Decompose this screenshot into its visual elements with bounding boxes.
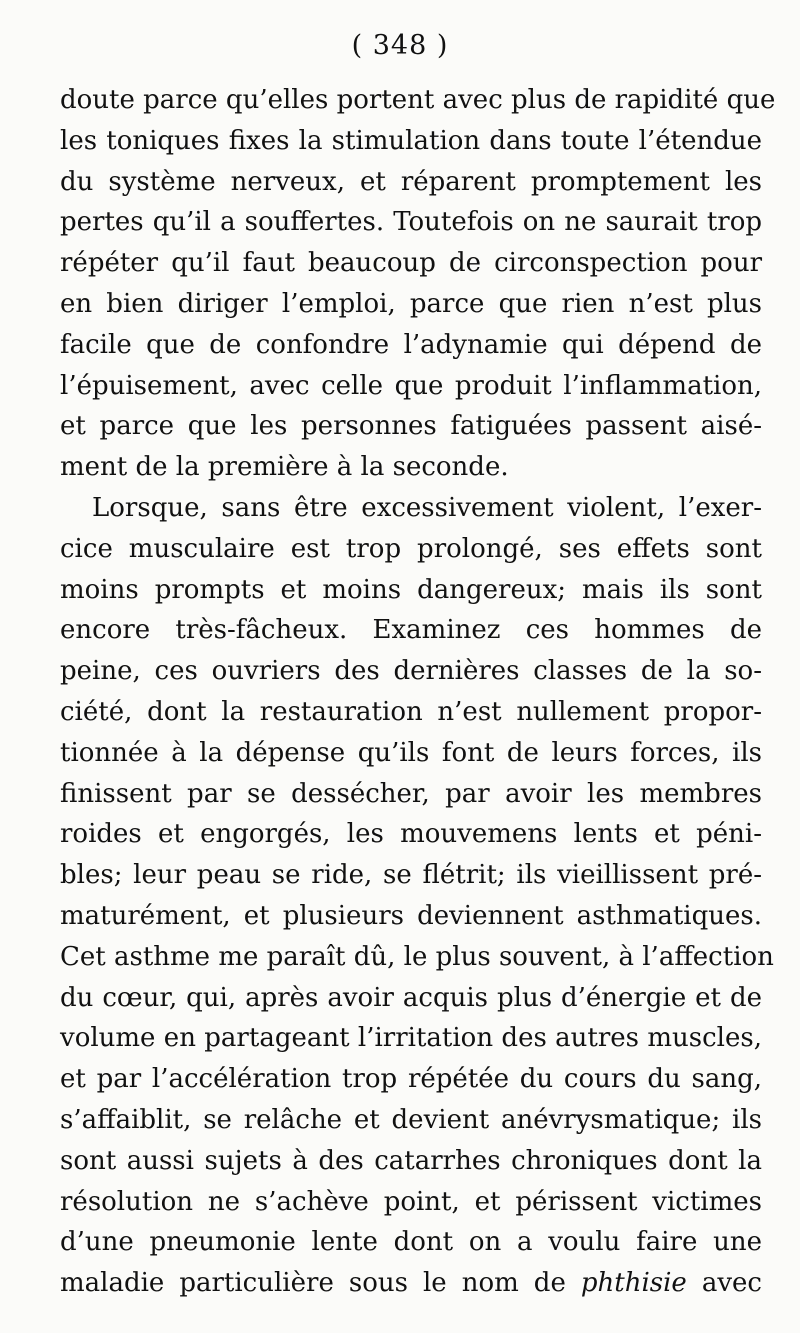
text-line: sont aussi sujets à des catarrhes chroniques dont la [60,1145,762,1176]
text-line: ciété, dont la restauration n’est nullement propor- [60,696,762,727]
paragraph-end-line: ment de la première à la seconde. [60,452,509,483]
text-line: les toniques fixes la stimulation dans toute l’étendue [60,125,762,156]
italic-term: phthisie [580,1268,687,1299]
text-line: volume en partageant l’irritation des autres muscles, [60,1023,762,1054]
text-line: facile que de confondre l’adynamie qui dépend de [60,329,762,360]
text-line: cice musculaire est trop prolongé, ses effets sont [60,533,762,564]
text-line: doute parce qu’elles portent avec plus de rapidité que [60,85,776,115]
text-line: encore très-fâcheux. Examinez ces hommes de [60,615,762,646]
text-line: bles; leur peau se ride, se flétrit; ils vieillissent pré- [60,860,762,891]
paragraph-start-line: Lorsque, sans être excessivement violent, l’exer- [92,492,762,523]
text-line: tionnée à la dépense qu’ils font de leurs forces, ils [60,737,762,768]
text-line: en bien diriger l’emploi, parce que rien n’est plus [60,288,762,319]
text-line: maturément, et plusieurs deviennent asthmatiques. [60,900,762,931]
text-line: et parce que les personnes fatiguées passent aisé- [60,411,762,442]
text-line: s’affaiblit, se relâche et devient anévrysmatique; ils [60,1104,762,1135]
text-line: et par l’accélération trop répétée du cours du sang, [60,1064,762,1095]
text-line: résolution ne s’achève point, et périssent victimes [60,1186,762,1217]
body-text [60,80,776,1304]
text-line: du cœur, qui, après avoir acquis plus d’énergie et de [60,982,762,1013]
final-text-line [60,1263,762,1304]
final-line-suffix: avec [686,1268,762,1299]
text-line: roides et engorgés, les mouvemens lents et péni- [60,819,762,850]
text-line: d’une pneumonie lente dont on a voulu faire une [60,1227,762,1258]
text-line: moins prompts et moins dangereux; mais ils sont [60,574,762,605]
text-line: finissent par se dessécher, par avoir les membres [60,778,762,809]
page-number: ( 348 ) [351,30,449,61]
text-line: l’épuisement, avec celle que produit l’inflammation, [60,370,762,401]
final-line-prefix: maladie particulière sous le nom de [60,1268,581,1299]
text-line: répéter qu’il faut beaucoup de circonspection pour [60,248,762,279]
text-line: du système nerveux, et réparent promptement les [60,166,762,197]
text-line: peine, ces ouvriers des dernières classes de la so- [60,656,762,687]
text-line: pertes qu’il a souffertes. Toutefois on ne saurait trop [60,207,762,238]
text-line: Cet asthme me paraît dû, le plus souvent, à l’affection [60,941,774,972]
